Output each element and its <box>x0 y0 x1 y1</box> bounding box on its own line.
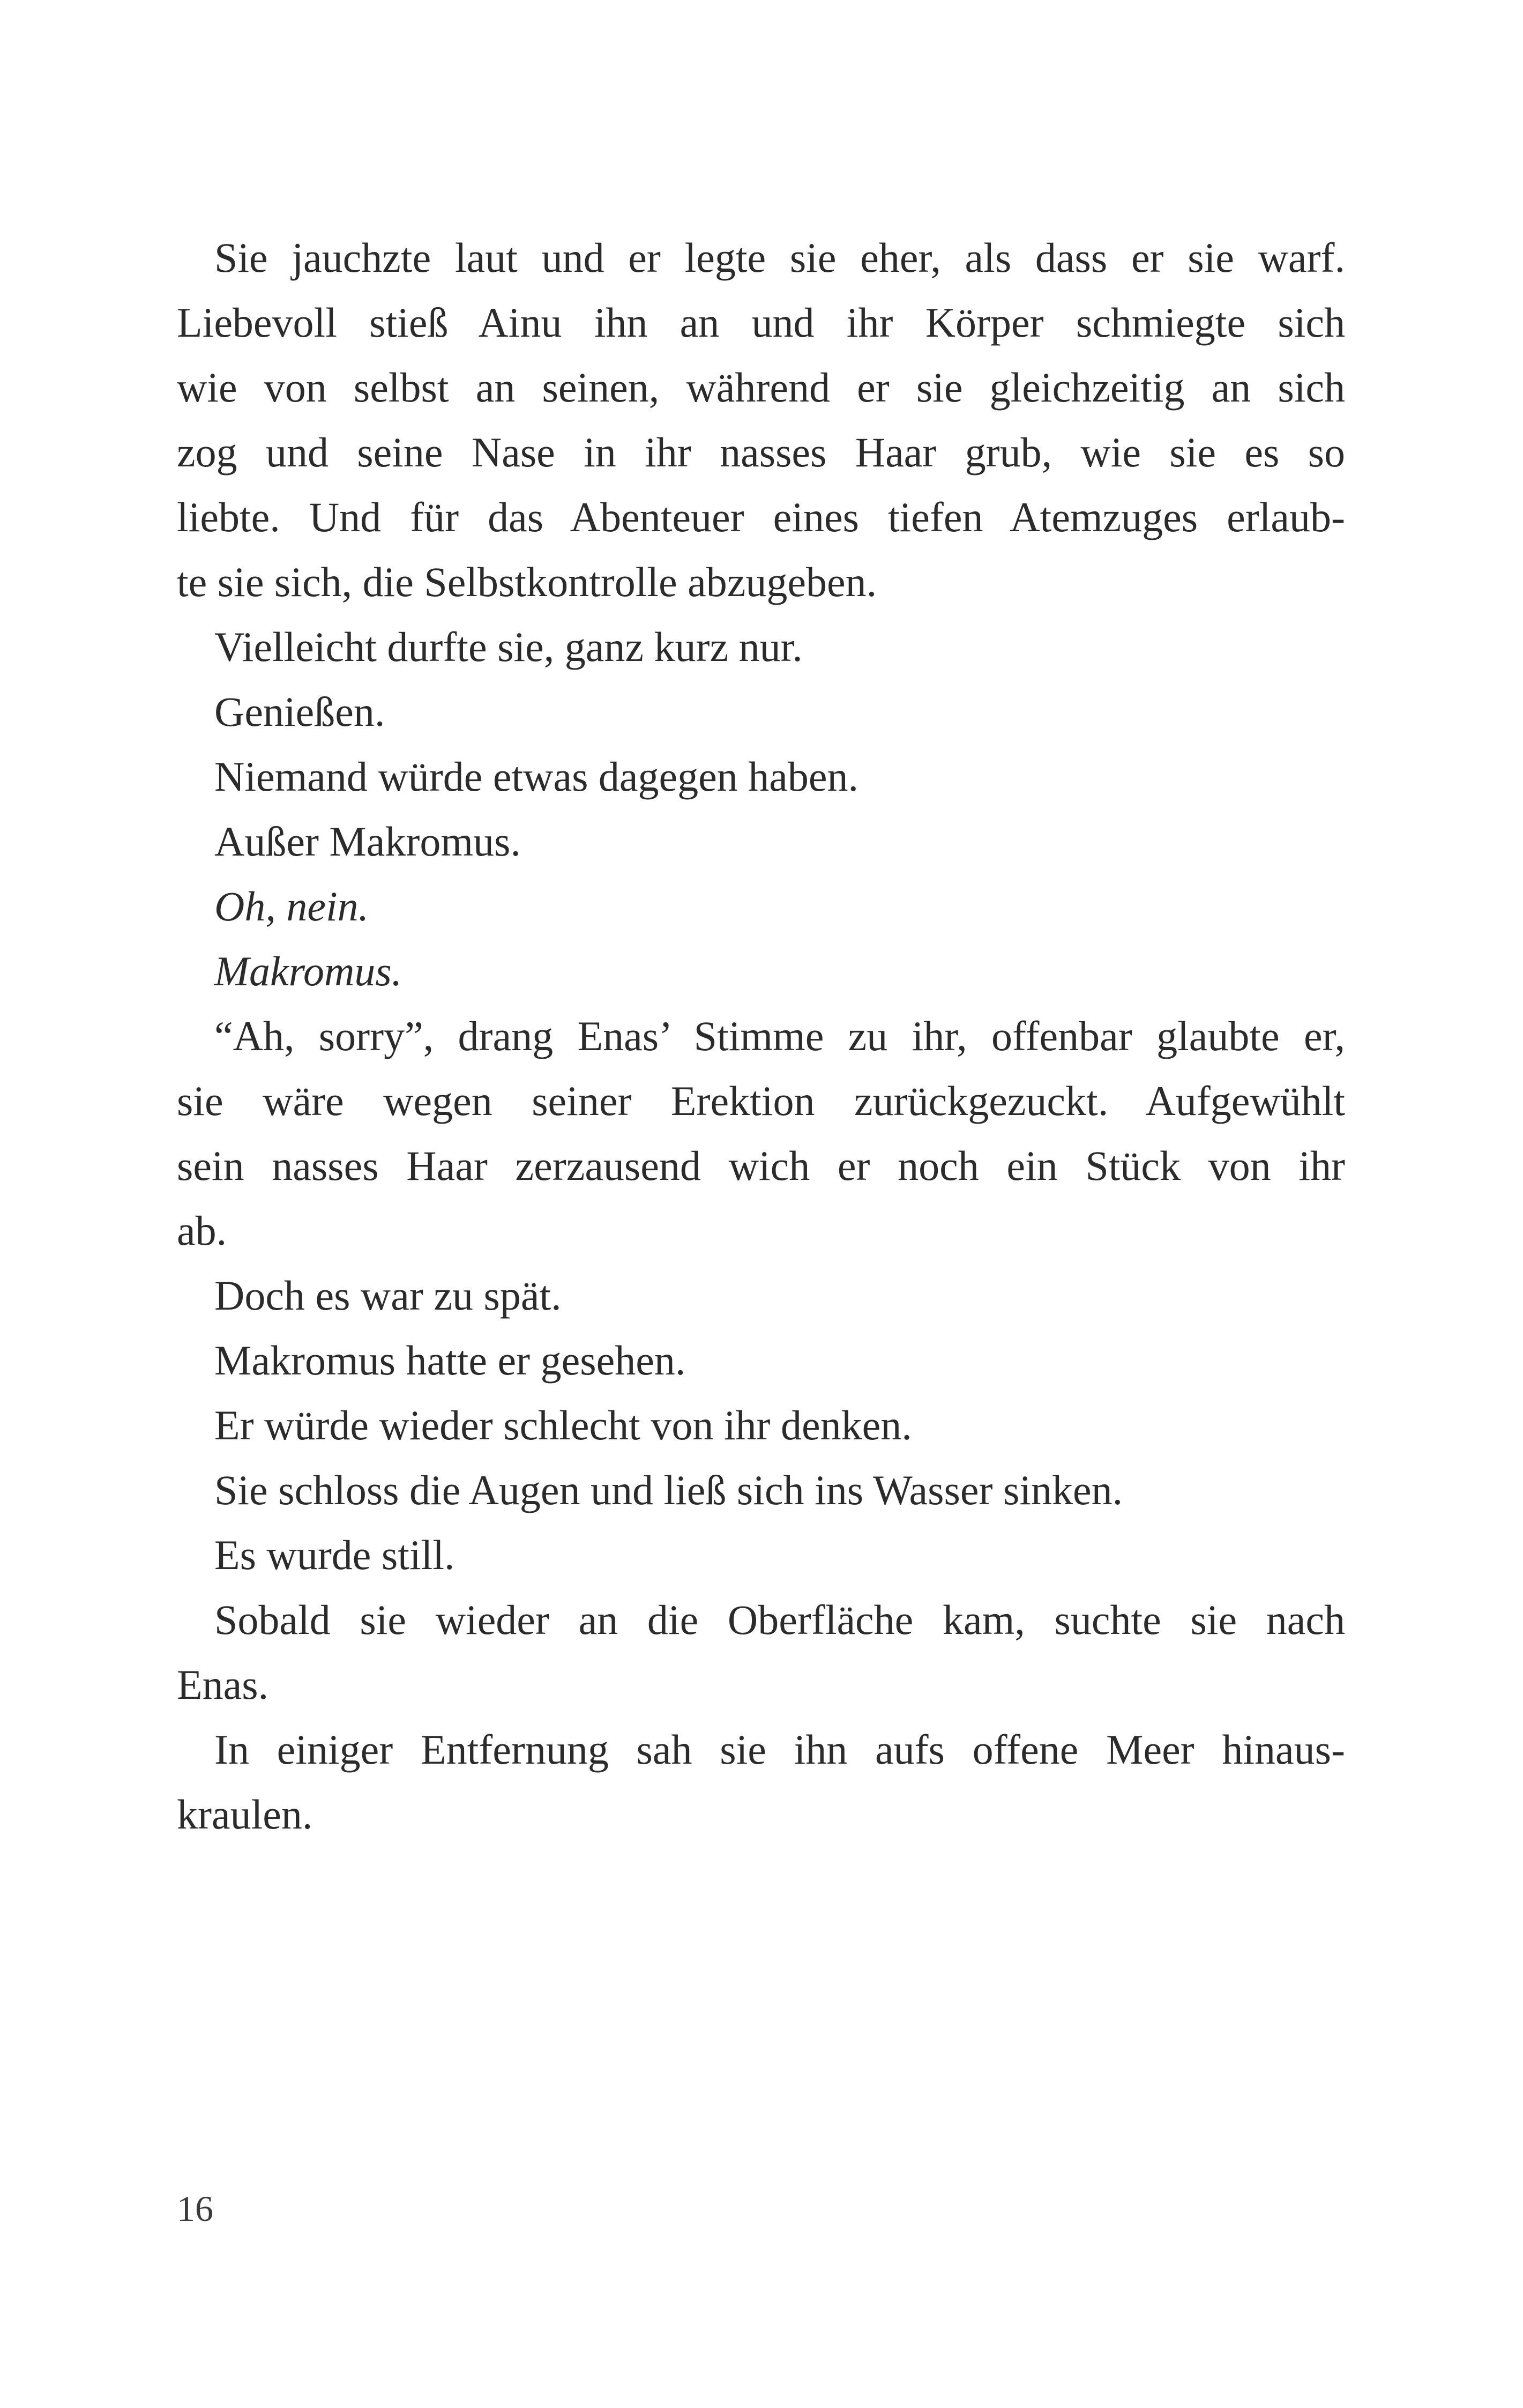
text-line: wie von selbst an seinen, während er sie gleichzeitig an sich <box>177 364 1345 411</box>
text-line: Sobald sie wieder an die Oberfläche kam, suchte sie nach <box>214 1596 1345 1643</box>
text-line: te sie sich, die Selbstkontrolle abzugeben. <box>177 559 877 605</box>
text-line: Niemand würde etwas dagegen haben. <box>214 753 859 800</box>
page-number: 16 <box>177 2188 213 2229</box>
text-line: Makromus hatte er gesehen. <box>214 1337 686 1384</box>
text-line: liebte. Und für das Abenteuer eines tiefen Atemzuges erlaub- <box>177 494 1345 540</box>
text-line: Makromus. <box>214 948 402 994</box>
text-line: “Ah, sorry”, drang Enas’ Stimme zu ihr, offenbar glaubte er, <box>214 1013 1345 1059</box>
text-line: Genießen. <box>214 688 385 735</box>
text-line: Liebevoll stieß Ainu ihn an und ihr Körper schmiegte sich <box>177 299 1345 346</box>
text-line: Sie schloss die Augen und ließ sich ins Wasser sinken. <box>214 1467 1123 1513</box>
text-line: sie wäre wegen seiner Erektion zurückgezuckt. Aufgewühlt <box>177 1077 1345 1124</box>
text-line: kraulen. <box>177 1791 313 1838</box>
text-line: Oh, nein. <box>214 883 369 930</box>
text-line: In einiger Entfernung sah sie ihn aufs offene Meer hinaus- <box>214 1726 1345 1773</box>
text-line: zog und seine Nase in ihr nasses Haar grub, wie sie es so <box>177 429 1345 475</box>
text-line: Doch es war zu spät. <box>214 1272 562 1319</box>
text-line: Außer Makromus. <box>214 818 521 865</box>
text-line: Enas. <box>177 1661 269 1708</box>
text-line: Er würde wieder schlecht von ihr denken. <box>214 1402 912 1448</box>
text-line: Vielleicht durfte sie, ganz kurz nur. <box>214 623 803 670</box>
body-text <box>177 225 1345 1847</box>
text-line: sein nasses Haar zerzausend wich er noch ein Stück von ihr <box>177 1142 1345 1189</box>
text-line: ab. <box>177 1207 227 1254</box>
text-line: Sie jauchzte laut und er legte sie eher, als dass er sie warf. <box>214 234 1345 281</box>
text-line: Es wurde still. <box>214 1532 455 1578</box>
